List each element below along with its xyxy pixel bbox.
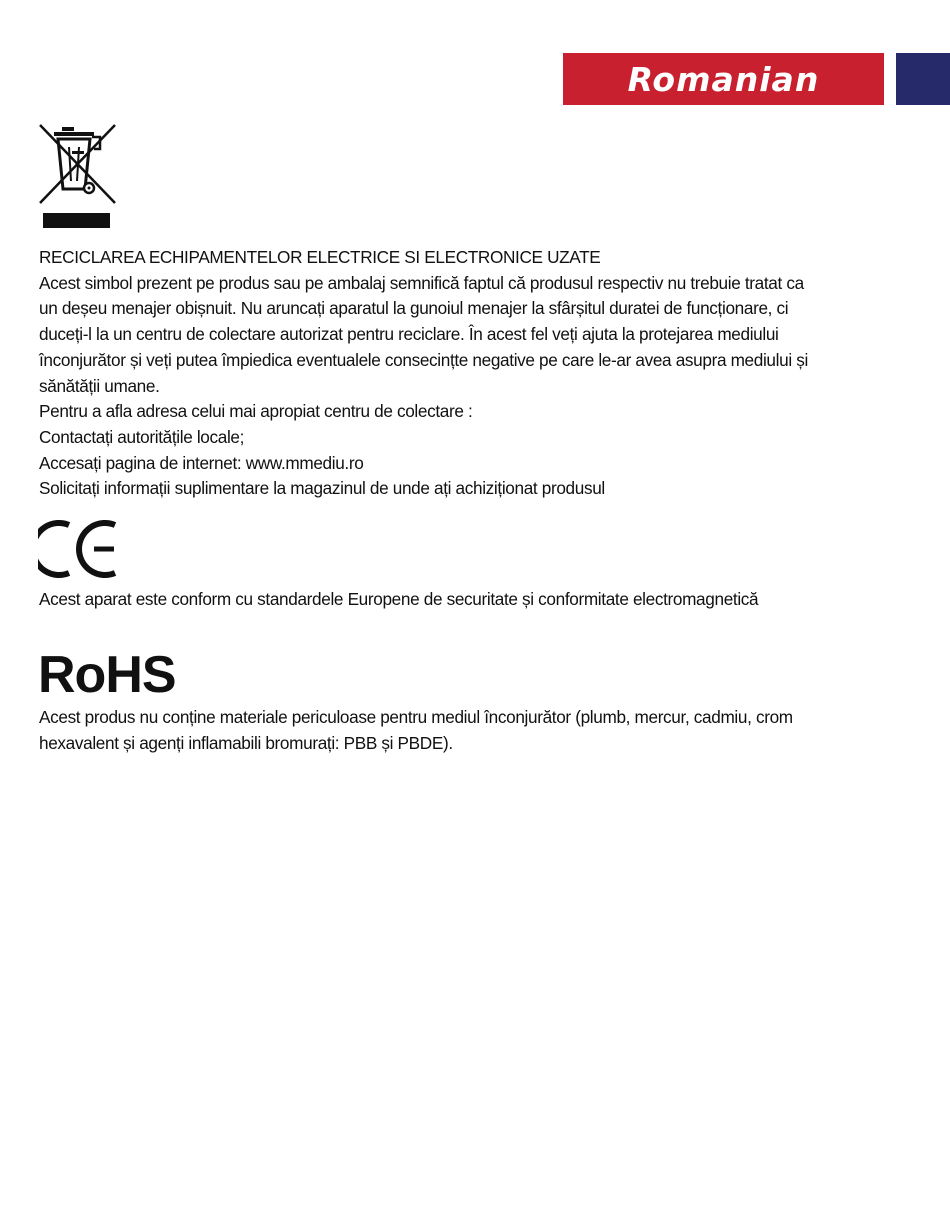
recycling-line: sănătății umane. [39, 375, 160, 396]
rohs-line: hexavalent și agenți inflamabili bromurați: PBB și PBDE). [39, 732, 453, 753]
recycling-line: duceți-l la un centru de colectare autorizat pentru reciclare. În acest fel veți ajuta la protejarea mediului [39, 324, 779, 345]
recycling-line: înconjurător și veți putea împiedica eventualele consecințte negative pe care le-ar avea asupra mediului și [39, 349, 808, 370]
recycling-heading: RECICLAREA ECHIPAMENTELOR ELECTRICE SI ELECTRONICE UZATE [39, 247, 601, 267]
recycling-text [39, 245, 919, 502]
recycling-line: Acest simbol prezent pe produs sau pe ambalaj semnifică faptul că produsul respectiv nu trebuie tratat ca [39, 272, 804, 293]
recycling-line: un deșeu menajer obișnuit. Nu aruncați aparatul la gunoiul menajer la sfârșitul duratei de funcționare, ci [39, 298, 789, 319]
ce-text [39, 587, 919, 613]
rohs-logo: RoHS [38, 646, 176, 704]
recycling-line: Accesați pagina de internet: www.mmediu.ro [39, 452, 364, 473]
ce-statement: Acest aparat este conform cu standardele Europene de securitate și conformitate electromagnetică [39, 589, 759, 609]
crossed-out-wheelie-bin-icon [38, 123, 118, 231]
ce-mark-icon [38, 519, 118, 579]
language-banner [563, 53, 884, 105]
accent-square [896, 53, 950, 105]
rohs-text [39, 705, 919, 756]
language-label: Romanian [627, 59, 820, 99]
recycling-line: Solicitați informații suplimentare la magazinul de unde ați achiziționat produsul [39, 478, 605, 499]
recycling-line: Contactați autoritățile locale; [39, 426, 245, 447]
recycling-line: Pentru a afla adresa celui mai apropiat centru de colectare : [39, 401, 473, 422]
rohs-line: Acest produs nu conține materiale periculoase pentru mediul înconjurător (plumb, mercur, cadmiu, crom [39, 707, 793, 727]
